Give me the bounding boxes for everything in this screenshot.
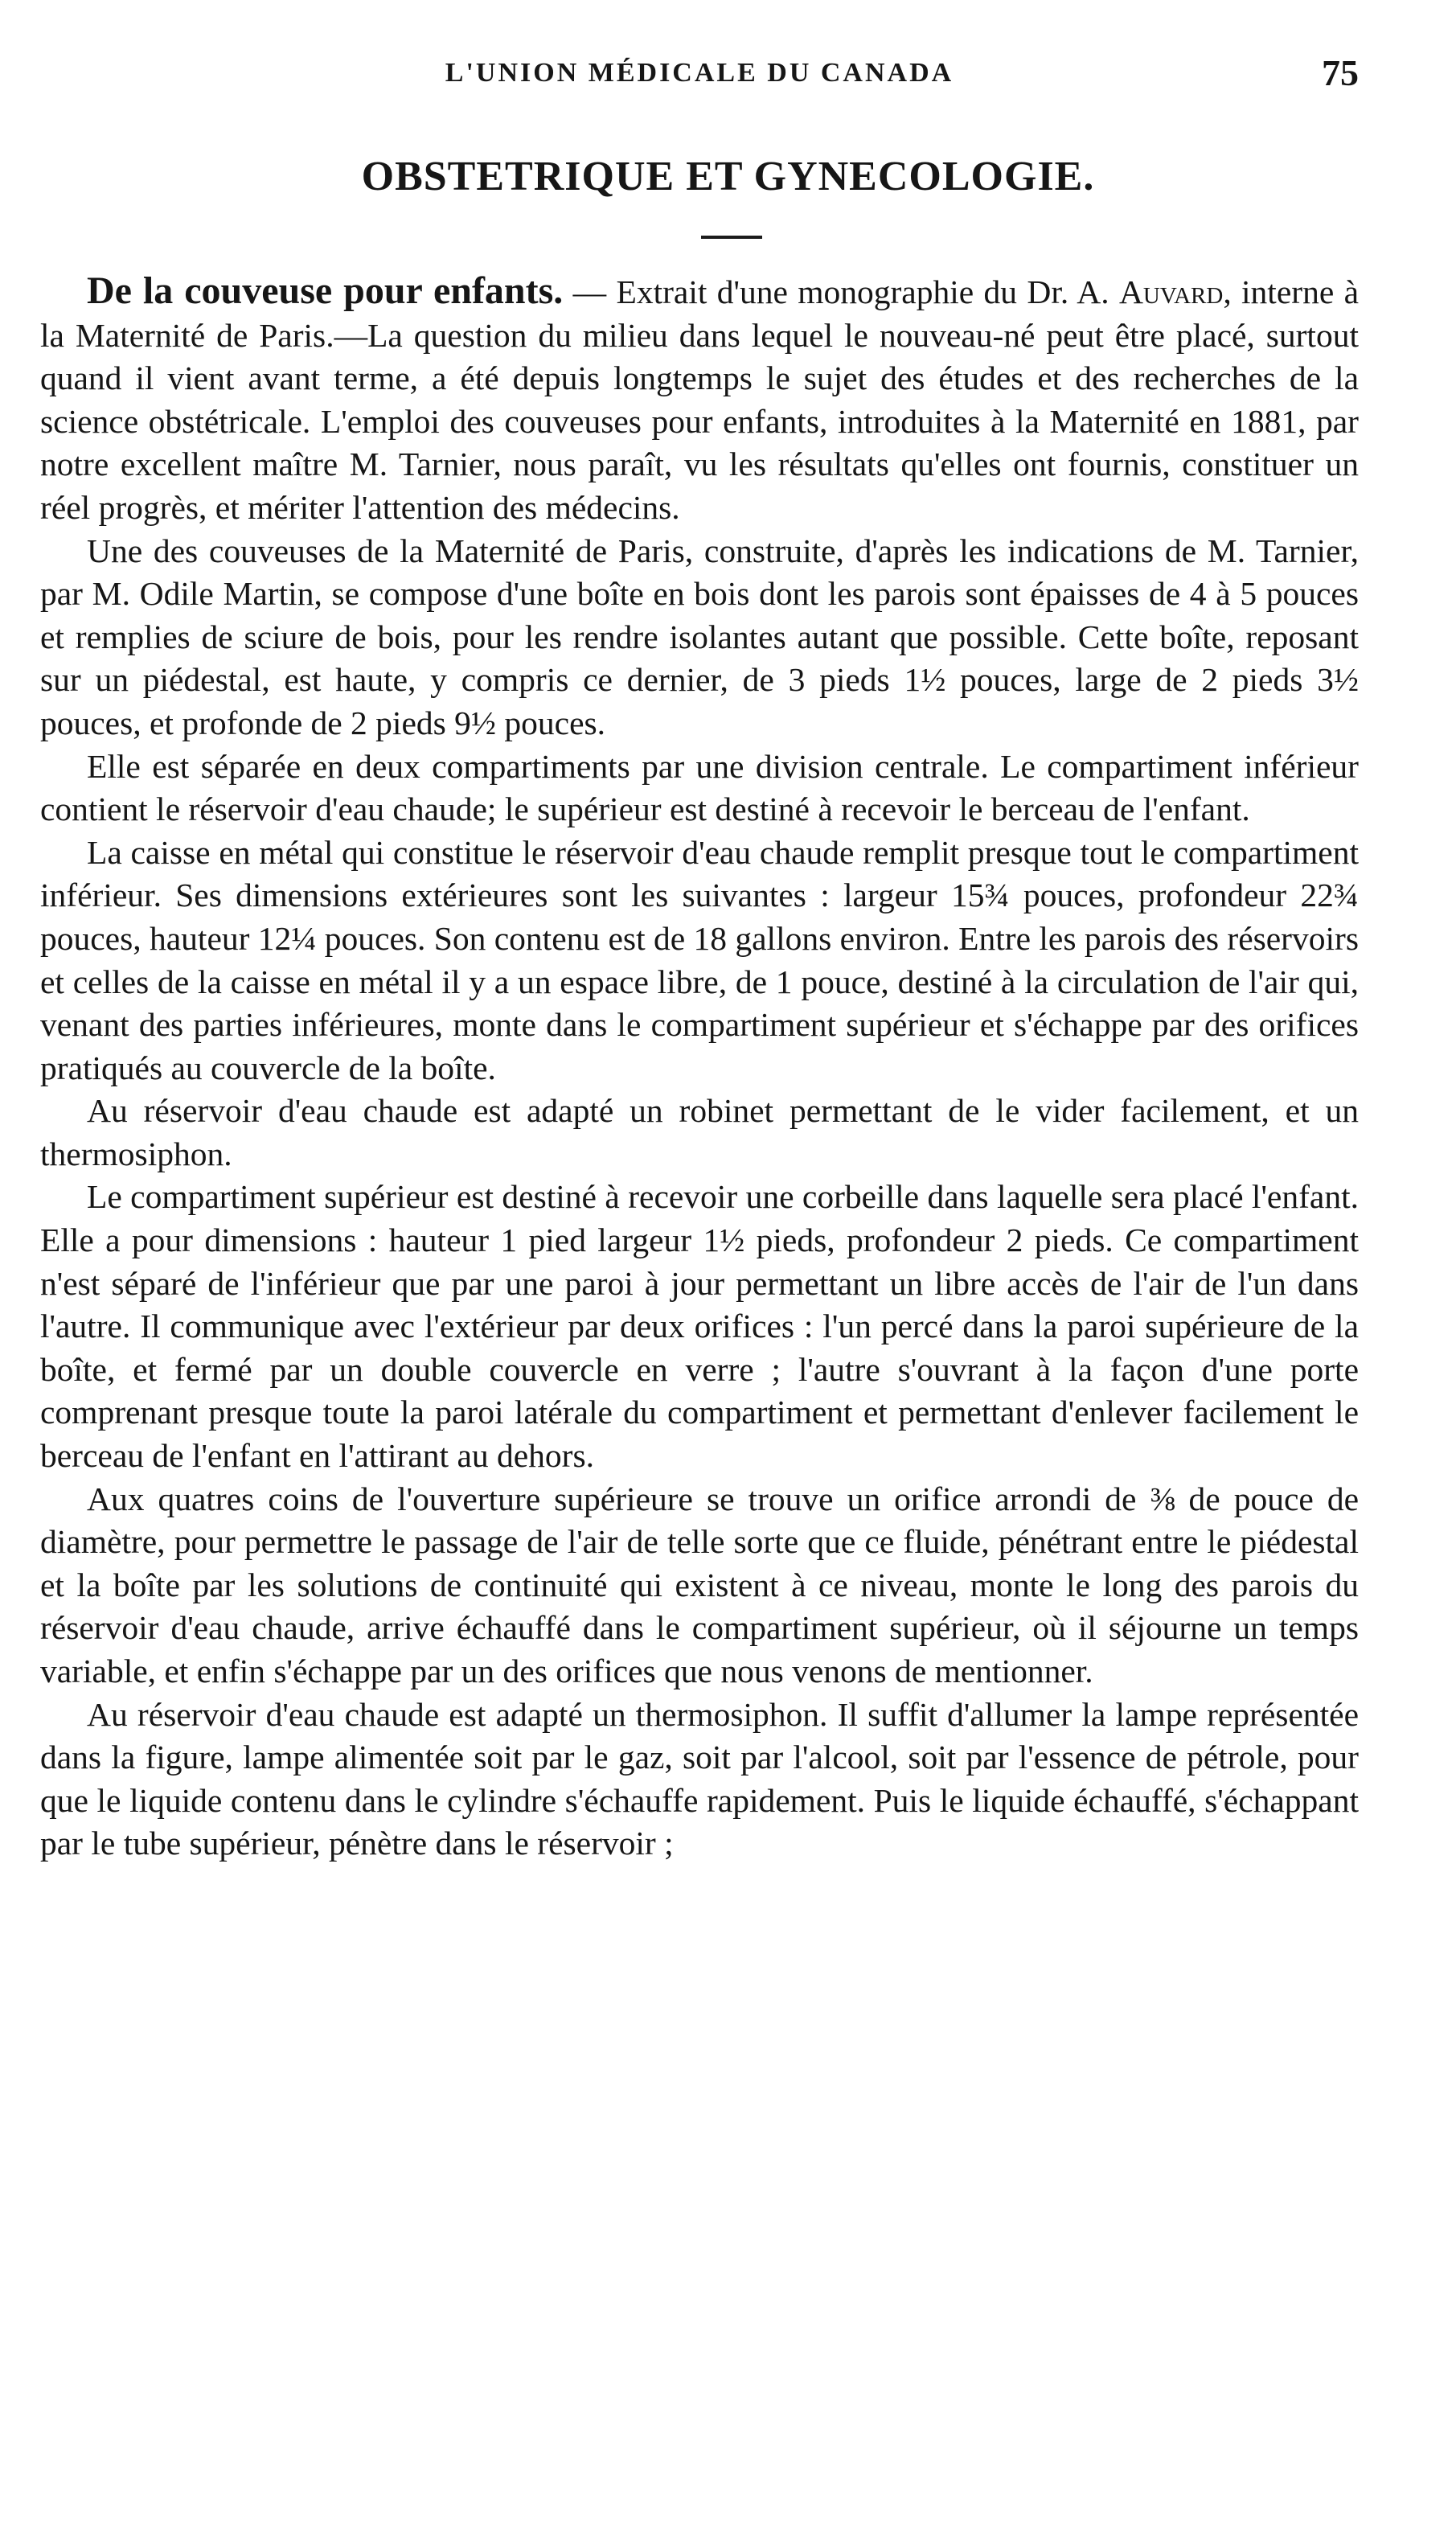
- paragraph-5: Le compartiment supérieur est destiné à recevoir une corbeille dans laquelle sera placé l'enfant. Elle a pour dimensions : hauteur 1 pied largeur 1½ pieds, profondeur 2 pieds. Ce compartiment n'est séparé de l'inférieur que par une paroi à jour permettant un libre accès de l'air de l'un dans l'autre. Il communique avec l'extérieur par deux orifices : l'un percé dans la paroi supérieure de la boîte, et fermé par un double couvercle en verre ; l'autre s'ouvrant à la façon d'une porte comprenant presque toute la paroi latérale du compartiment et permettant d'enlever facilement le berceau de l'enfant en l'attirant au dehors.: [40, 1178, 1359, 1475]
- article-title: De la couveuse pour enfants.: [87, 269, 564, 312]
- paragraph-1: Une des couveuses de la Maternité de Paris, construite, d'après les indications de M. Tarnier, par M. Odile Martin, se compose d'une boîte en bois dont les parois sont épaisses de 4 à 5 pouces et remplies de sciure de bois, pour les rendre isolantes autant que possible. Cette boîte, reposant sur un piédestal, est haute, y compris ce dernier, de 3 pieds 1½ pouces, large de 2 pieds 3½ pouces, et profonde de 2 pieds 9½ pouces.: [40, 532, 1359, 741]
- section-title: OBSTETRIQUE ET GYNECOLOGIE.: [361, 154, 1095, 199]
- page-number: 75: [1322, 52, 1359, 93]
- article-body: [40, 269, 1359, 1866]
- intro-text-after-author: , interne à la Maternité de Paris.—La question du milieu dans lequel le nouveau-né peut être placé, surtout quand il vient avant terme, a été depuis longtemps le sujet des études et des recherches de la science obstétricale. L'emploi des couveuses pour enfants, introduites à la Maternité en 1881, par notre excellent maître M. Tarnier, nous paraît, vu les résultats qu'elles ont fournis, constituer un réel progrès, et mériter l'attention des médecins.: [40, 273, 1359, 526]
- title-rule-divider: [701, 236, 762, 239]
- journal-running-title: L'UNION MÉDICALE DU CANADA: [445, 58, 954, 88]
- paragraph-2: Elle est séparée en deux compartiments par une division centrale. Le compartiment inférieur contient le réservoir d'eau chaude; le supérieur est destiné à recevoir le berceau de l'enfant.: [40, 747, 1359, 828]
- article-lead-paragraph: [40, 269, 1359, 530]
- author-name: Auvard: [1118, 273, 1224, 310]
- paragraph-7: Au réservoir d'eau chaude est adapté un thermosiphon. Il suffit d'allumer la lampe représentée dans la figure, lampe alimentée soit par le gaz, soit par l'alcool, soit par l'essence de pétrole, pour que le liquide contenu dans le cylindre s'échauffe rapidement. Puis le liquide échauffé, s'échappant par le tube supérieur, pénètre dans le réservoir ;: [40, 1695, 1359, 1862]
- title-dash: —: [563, 273, 617, 310]
- running-header: [40, 51, 1359, 100]
- paragraph-6: Aux quatres coins de l'ouverture supérieure se trouve un orifice arrondi de ⅜ de pouce de diamètre, pour permettre le passage de l'air de telle sorte que ce fluide, pénétrant entre le piédestal et la boîte par les solutions de continuité qui existent à ce niveau, monte le long des parois du réservoir d'eau chaude, arrive échauffé dans le compartiment supérieur, où il séjourne un temps variable, et enfin s'échappe par un des orifices que nous venons de mentionner.: [40, 1480, 1359, 1689]
- paragraph-4: Au réservoir d'eau chaude est adapté un robinet permettant de le vider facilement, et un thermosiphon.: [40, 1092, 1359, 1172]
- paragraph-3: La caisse en métal qui constitue le réservoir d'eau chaude remplit presque tout le compartiment inférieur. Ses dimensions extérieures sont les suivantes : largeur 15¾ pouces, profondeur 22¾ pouces, hauteur 12¼ pouces. Son contenu est de 18 gallons environ. Entre les parois des réservoirs et celles de la caisse en métal il y a un espace libre, de 1 pouce, destiné à la circulation de l'air qui, venant des parties inférieures, monte dans le compartiment supérieur et s'échappe par des orifices pratiqués au couvercle de la boîte.: [40, 833, 1359, 1086]
- intro-text-before-author: Extrait d'une monographie du Dr. A.: [616, 273, 1119, 310]
